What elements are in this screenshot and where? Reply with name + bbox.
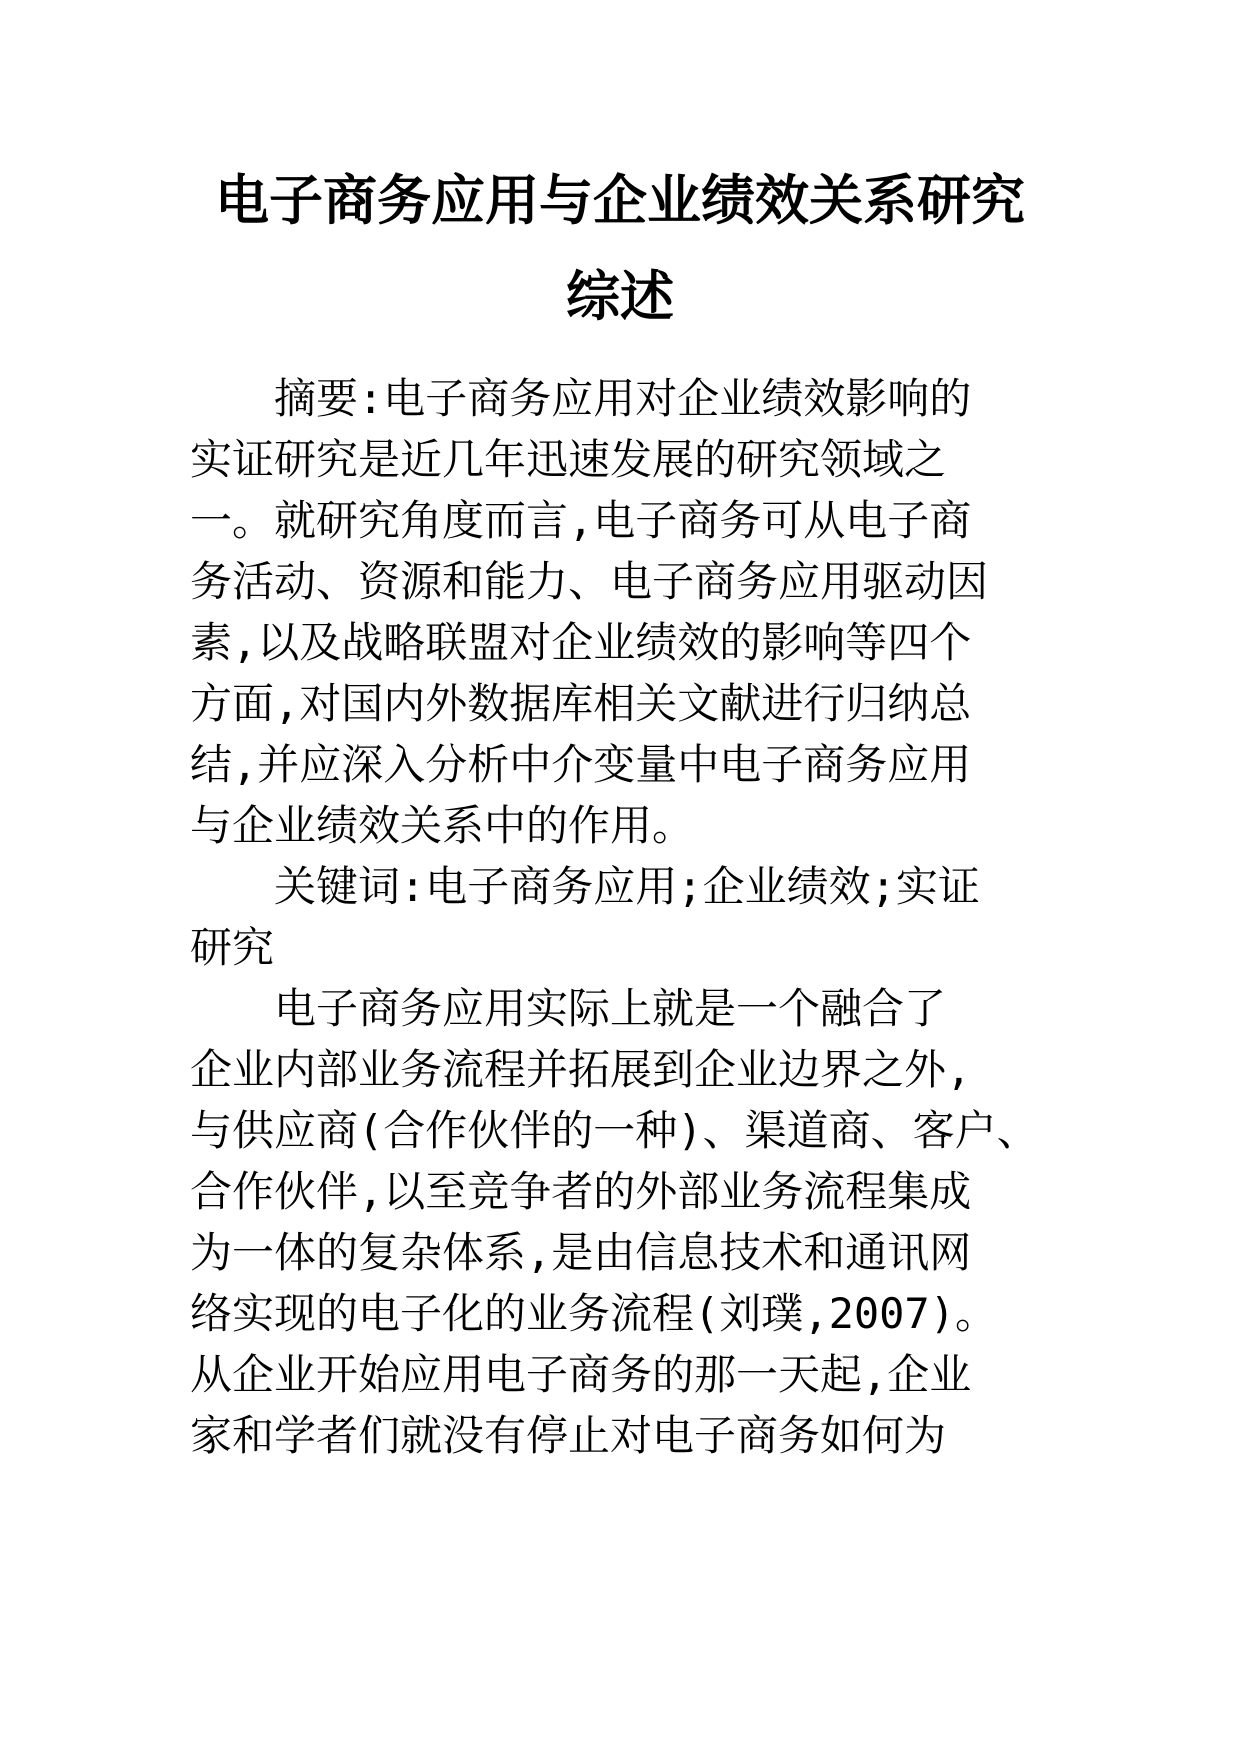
abstract-paragraph (190, 368, 1070, 856)
keywords-paragraph (190, 856, 1070, 978)
abstract-line-3: 一。就研究角度而言,电子商务可从电子商 (190, 496, 972, 545)
body-line-4: 合作伙伴,以至竞争者的外部业务流程集成 (190, 1167, 972, 1216)
keywords-line-2: 研究 (190, 923, 275, 972)
document-title-line-1: 电子商务应用与企业绩效关系研究 (215, 168, 1025, 232)
body-line-2: 企业内部业务流程并拓展到企业边界之外, (190, 1045, 972, 1094)
body-line-6: 络实现的电子化的业务流程(刘璞,2007)。 (190, 1289, 998, 1338)
abstract-line-1: 摘要:电子商务应用对企业绩效影响的 (274, 374, 972, 423)
abstract-line-6: 方面,对国内外数据库相关文献进行归纳总 (190, 679, 972, 728)
body-line-1: 电子商务应用实际上就是一个融合了 (274, 984, 947, 1033)
abstract-line-2: 实证研究是近几年迅速发展的研究领域之 (190, 435, 947, 484)
abstract-line-7: 结,并应深入分析中介变量中电子商务应用 (190, 740, 972, 789)
body-line-7: 从企业开始应用电子商务的那一天起,企业 (190, 1350, 972, 1399)
body-paragraph (190, 978, 1070, 1466)
keywords-line-1: 关键词:电子商务应用;企业绩效;实证 (274, 862, 980, 911)
abstract-line-4: 务活动、资源和能力、电子商务应用驱动因 (190, 557, 989, 606)
document-title-line-2: 综述 (566, 264, 674, 328)
body-line-8: 家和学者们就没有停止对电子商务如何为 (190, 1411, 947, 1460)
body-line-5: 为一体的复杂体系,是由信息技术和通讯网 (190, 1228, 972, 1277)
abstract-line-8: 与企业绩效关系中的作用。 (190, 801, 695, 850)
abstract-line-5: 素,以及战略联盟对企业绩效的影响等四个 (190, 618, 972, 667)
body-line-3: 与供应商(合作伙伴的一种)、渠道商、客户、 (190, 1106, 1039, 1155)
